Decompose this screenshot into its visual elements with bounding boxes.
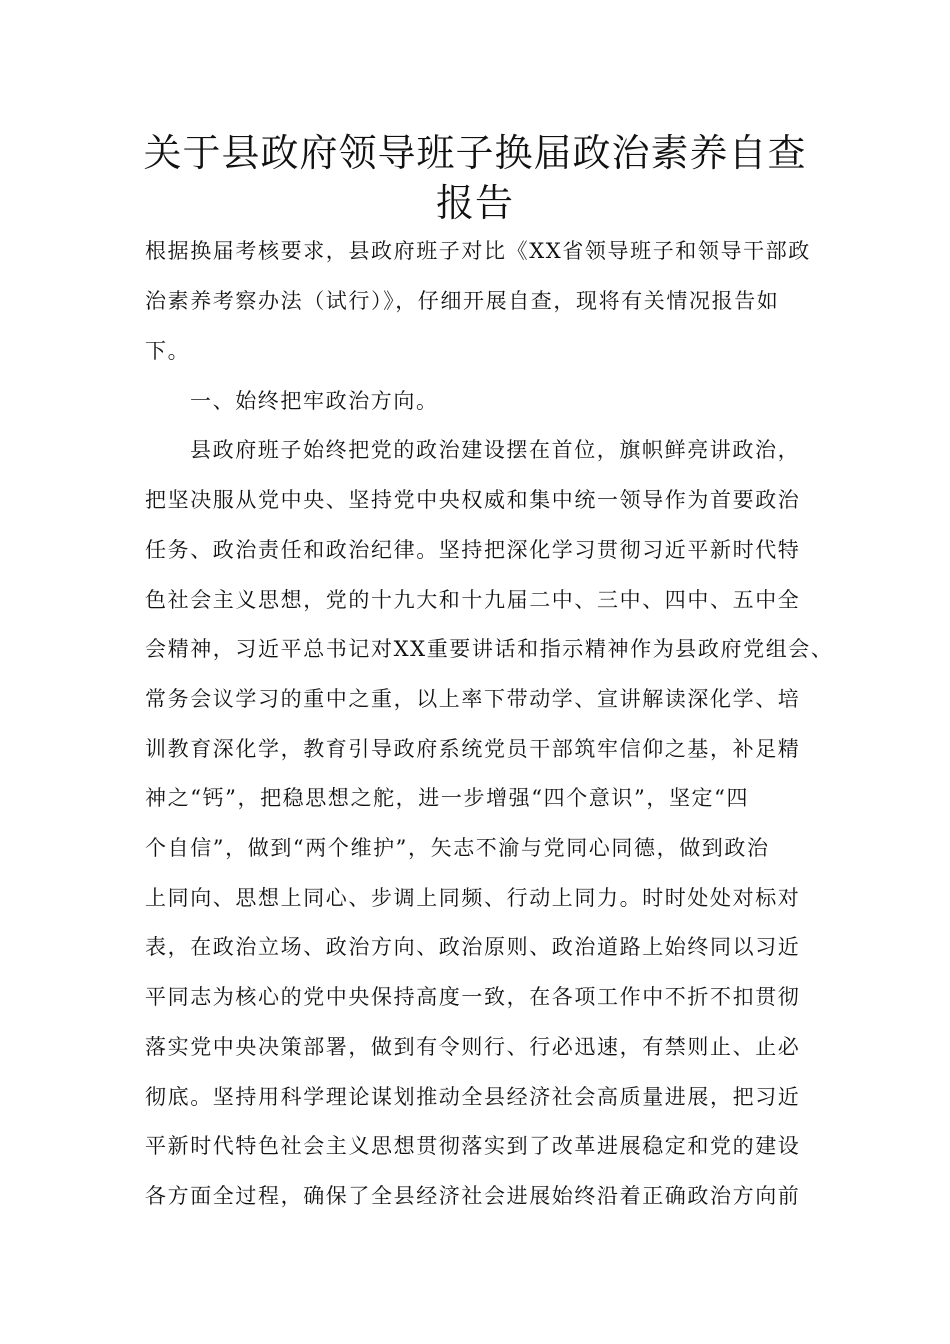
section-1-line-4: 色社会主义思想，党的十九大和十九届二中、三中、四中、五中全 [145,588,801,612]
section-1-line-7: 训教育深化学，教育引导政府系统党员干部筑牢信仰之基，补足精 [145,737,801,761]
section-1-line-6: 常务会议学习的重中之重，以上率下带动学、宣讲解读深化学、培 [145,687,801,711]
document-title-line-1: 关于县政府领导班子换届政治素养自查 [143,131,807,175]
section-1-line-1: 县政府班子始终把党的政治建设摆在首位，旗帜鲜亮讲政治， [190,438,801,462]
section-1-heading: 一、始终把牢政治方向。 [190,389,439,413]
section-1-line-8: 神之“钙”，把稳思想之舵，进一步增强“四个意识”，坚定“四 [145,786,750,810]
section-1-line-12: 平同志为核心的党中央保持高度一致，在各项工作中不折不扣贯彻 [145,985,801,1009]
section-1-line-11: 表，在政治立场、政治方向、政治原则、政治道路上始终同以习近 [145,935,801,959]
section-1-line-3: 任务、政治责任和政治纪律。坚持把深化学习贯彻习近平新时代特 [145,538,801,562]
section-1-line-13: 落实党中央决策部署，做到有令则行、行必迅速，有禁则止、止必 [145,1035,801,1059]
document-title-line-2: 报告 [435,181,514,225]
section-1-line-10: 上同向、思想上同心、步调上同频、行动上同力。时时处处对标对 [145,886,801,910]
section-1-line-2: 把坚决服从党中央、坚持党中央权威和集中统一领导作为首要政治 [145,488,801,512]
intro-line-2: 治素养考察办法（试行）》，仔细开展自查，现将有关情况报告如 [145,289,780,313]
section-1-line-9: 个自信”，做到“两个维护”，矢志不渝与党同心同德，做到政治 [145,836,770,860]
intro-line-3: 下。 [145,339,191,363]
section-1-line-16: 各方面全过程，确保了全县经济社会进展始终沿着正确政治方向前 [145,1184,801,1208]
section-1-line-5: 会精神，习近平总书记对XX重要讲话和指示精神作为县政府党组会、 [145,637,834,661]
intro-line-1: 根据换届考核要求，县政府班子对比《XX省领导班子和领导干部政 [145,239,811,263]
section-1-line-15: 平新时代特色社会主义思想贯彻落实到了改革进展稳定和党的建设 [145,1134,801,1158]
section-1-line-14: 彻底。坚持用科学理论谋划推动全县经济社会高质量进展，把习近 [145,1085,801,1109]
